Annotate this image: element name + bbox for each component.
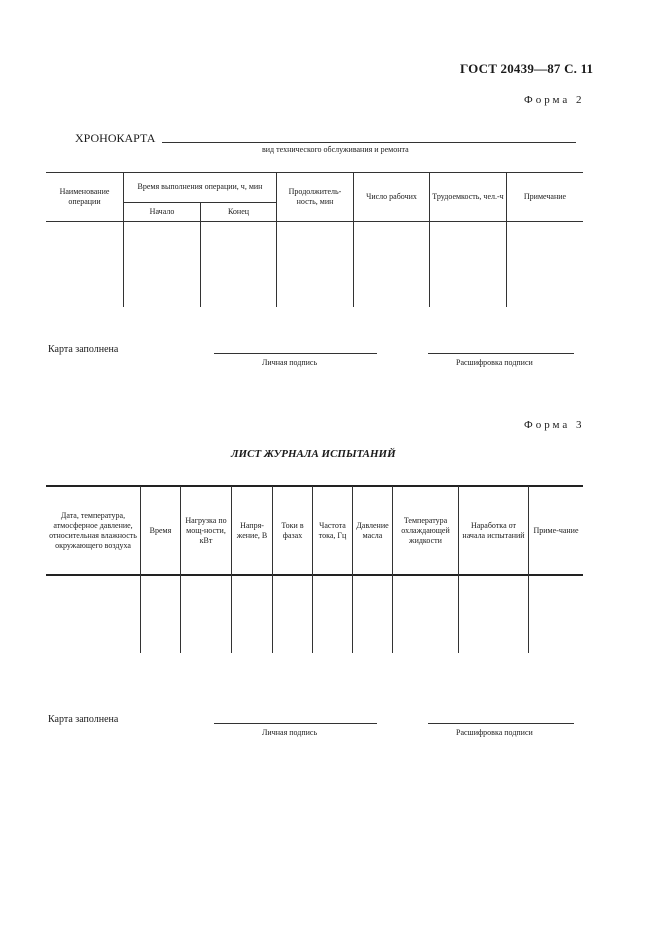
form2-signature-line: [214, 353, 377, 354]
form3-col-runtime: Наработка от начала испытаний: [462, 520, 525, 540]
form3-header-bottom-border: [46, 574, 583, 576]
form2-decoding-caption: Расшифровка подписи: [456, 358, 533, 367]
form2-title: ХРОНОКАРТА: [75, 131, 156, 145]
form2-col-time: Время выполнения операции, ч, мин: [137, 182, 263, 191]
form3-signature-caption: Личная подпись: [262, 728, 318, 737]
form2-header-bottom-border: [46, 221, 583, 222]
form3-col-conditions: Дата, температура, атмосферное давление, относительная влажность окружающего воздуха: [49, 510, 137, 550]
form2-col-divider: [276, 172, 277, 307]
form2-col-start: Начало: [149, 207, 175, 216]
form2-title-fill-line: [162, 142, 576, 143]
form2-decoding-line: [428, 353, 574, 354]
form2-subtitle: вид технического обслуживания и ремонта: [262, 145, 409, 154]
form3-col-coolant-temp: Температура охлаждающей жидкости: [401, 515, 450, 545]
form3-col-note: Приме-чание: [533, 525, 579, 535]
form3-decoding-caption: Расшифровка подписи: [456, 728, 533, 737]
form2-label: Форма 2: [524, 94, 585, 106]
form2-col-duration: Продолжитель-ность, мин: [288, 186, 342, 206]
form2-col-note: Примечание: [523, 191, 567, 201]
form3-label: Форма 3: [524, 419, 585, 431]
form3-signature-line: [214, 723, 377, 724]
form3-col-currents: Токи в фазах: [281, 520, 304, 540]
form3-decoding-line: [428, 723, 574, 724]
form2-filled-label: Карта заполнена: [48, 344, 119, 355]
form3-col-oil-pressure: Давление масла: [356, 520, 389, 540]
form2-col-workers: Число рабочих: [366, 191, 417, 201]
form3-title: ЛИСТ ЖУРНАЛА ИСПЫТАНИЙ: [231, 448, 396, 460]
form2-col-end: Конец: [227, 207, 250, 216]
form3-col-frequency: Частота тока, Гц: [318, 520, 347, 540]
form2-col-divider: [429, 172, 430, 307]
form3-filled-label: Карта заполнена: [48, 714, 119, 725]
form2-col-name: Наименование операции: [59, 186, 110, 206]
form3-col-time: Время: [149, 525, 172, 535]
page-header: ГОСТ 20439—87 С. 11: [460, 61, 594, 76]
form3-col-load: Нагрузка по мощ-ности, кВт: [185, 515, 227, 545]
form2-signature-caption: Личная подпись: [262, 358, 318, 367]
form2-col-labor: Трудоемкость, чел.-ч: [432, 191, 504, 201]
form3-col-voltage: Напря-жение, В: [236, 520, 268, 540]
